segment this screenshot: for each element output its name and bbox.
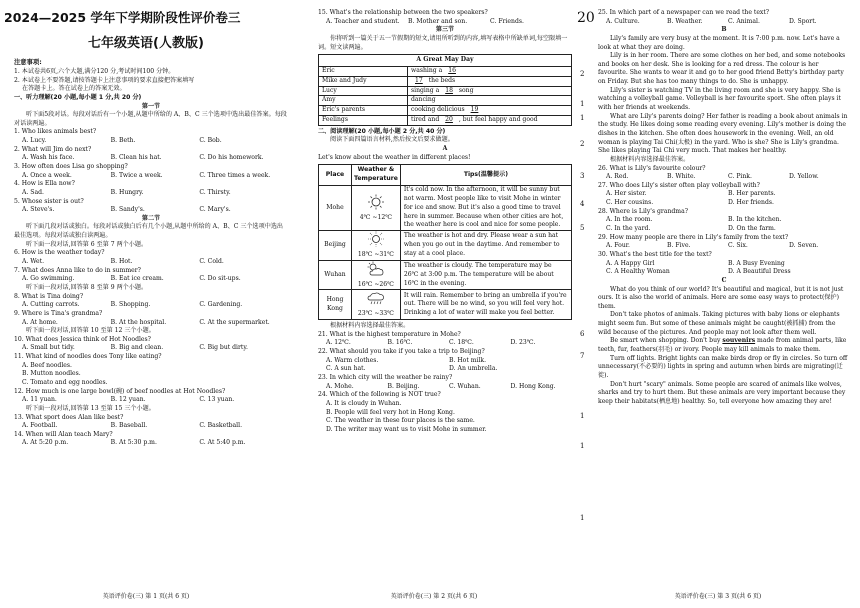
- answer-option: A. It is cloudy in Wuhan.: [326, 399, 402, 407]
- weather-box: [355, 194, 397, 223]
- option-row: [14, 362, 288, 371]
- answer-option: C. Six.: [728, 242, 748, 250]
- answer-option: A. Steve's.: [22, 206, 55, 214]
- answer-option: B. 12 yuan.: [110, 396, 146, 404]
- question-group: [318, 9, 572, 26]
- answer-option: A. Mohe.: [326, 382, 354, 390]
- notes-heading: 注意事项:: [14, 59, 42, 66]
- option-row: [598, 199, 850, 208]
- blank-number: 19: [470, 106, 479, 114]
- margin-mark: 1: [580, 114, 585, 122]
- weather-table: [318, 164, 572, 320]
- option-row: [318, 18, 572, 27]
- answer-option: C. A Healthy Woman: [606, 268, 670, 276]
- table-row: [319, 290, 572, 320]
- option-row: [14, 275, 288, 284]
- section-heading: 二、阅读理解(20 小题,每小题 2 分,共 40 分): [318, 127, 446, 135]
- table-cell: [408, 96, 572, 106]
- answer-option: A. Sad.: [22, 188, 44, 196]
- question-text: 24. Which of the following is NOT true?: [318, 391, 441, 399]
- option-row: [14, 422, 288, 431]
- blank-number: 20: [445, 115, 453, 123]
- cell-text: , but feel happy and good: [456, 115, 538, 123]
- question-text: 10. What does Jessica think of Hot Noodles?: [14, 335, 151, 343]
- tip-cell: It will rain. Remember to bring an umbrella if you're out. There will be no wind, so you will feel very hot. Drinking a lot of water will make you feel better.: [400, 290, 571, 320]
- answer-option: B. Mutton noodles.: [22, 370, 81, 378]
- dialog-note: 听下面一段对话,回答第 10 至第 12 三个小题。: [26, 327, 155, 335]
- part-heading: 第二节: [141, 214, 161, 222]
- passage-label: A: [442, 145, 448, 153]
- answer-option: D. Hong Kong.: [510, 382, 556, 390]
- answer-option: C. Friends.: [490, 17, 524, 25]
- answer-option: C. Mary's.: [199, 206, 231, 214]
- option-row: [14, 172, 288, 181]
- answer-option: B. Five.: [667, 242, 691, 250]
- margin-mark: 6: [580, 330, 585, 338]
- answer-option: C. Wuhan.: [449, 382, 481, 390]
- option-row: [598, 190, 850, 199]
- answer-option: B. Weather.: [667, 17, 703, 25]
- question-group: [14, 249, 288, 284]
- answer-option: C. Three times a week.: [199, 171, 271, 179]
- answer-option: B. Shopping.: [110, 301, 151, 309]
- table-row: [319, 96, 572, 106]
- margin-mark: 3: [580, 172, 585, 180]
- rain-cloud-icon: [365, 290, 387, 310]
- option-row: [598, 216, 850, 225]
- margin-mark: 1: [580, 412, 585, 420]
- tip-cell: The weather is cloudy. The temperature may be 26℃ at 3:00 p.m. The temperature will be about 16℃ in the evening.: [400, 260, 571, 290]
- may-day-table: [318, 54, 572, 126]
- passage-label: B: [721, 26, 727, 34]
- exam-title: 2024—2025 学年下学期阶段性评价卷三: [4, 10, 241, 25]
- question-group: [14, 128, 288, 214]
- instructions: 你将听到一篇关于五一节假期的短文,请用所听到的内容,填写表格中所缺单词,每空限填一词。短文读两遍。: [318, 34, 568, 51]
- blank-number: 17: [415, 76, 423, 84]
- answer-option: B. Sandy's.: [110, 206, 145, 214]
- option-row: [598, 225, 850, 234]
- weather-cell: [352, 186, 401, 231]
- paragraph: Lily's sister is watching TV in the living room and she is very happy. She is watching a volleyball game. Volleyball is her favourite sport. She often plays it with her friends at weekends.: [598, 86, 841, 112]
- option-row: [14, 206, 288, 215]
- answer-option: C. Gardening.: [199, 301, 243, 309]
- answer-option: A. At 5:20 p.m.: [22, 439, 69, 447]
- tip-cell: The weather is hot and dry. Please wear a sun hat when you go out in the daytime. And remember to stay at a cool place.: [400, 231, 571, 261]
- note-item: 在答题卡上。答在试卷上的答案无效。: [22, 85, 126, 93]
- table-cell: [408, 106, 572, 116]
- answer-option: A. At home.: [22, 318, 58, 326]
- temperature: 18℃ ~31℃: [357, 251, 394, 258]
- table-header: Weather & Temperature: [352, 165, 401, 186]
- paragraph: Lily is in her room. There are some clothes on her bed, and some notebooks and books on her desk. She is looking for a red dress. The colour is her favourite. She wants to wear it and go to her good friend Betty's birthday party on Friday. But she has too many things to do. She is unhappy.: [598, 52, 846, 86]
- table-cell: [408, 66, 572, 76]
- question-text: 12. How much is one large bowl(碗) of beef noodles at Hot Noodles?: [14, 387, 226, 395]
- text: Be smart when shopping. Don't buy: [610, 337, 723, 345]
- answer-option: B. Hot.: [110, 258, 133, 266]
- question-text: 30. What's the best title for the text?: [598, 250, 712, 258]
- question-text: 13. What sport does Alan like best?: [14, 413, 124, 421]
- answer-option: C. At 5:40 p.m.: [199, 439, 246, 447]
- passage-b: [598, 35, 850, 156]
- table-header: Place: [319, 165, 352, 186]
- margin-mark: 5: [580, 224, 585, 232]
- weather-box: [355, 290, 397, 319]
- answer-option: A. Lucy.: [22, 137, 47, 145]
- answer-option: D. The writer may want us to visit Mohe in summer.: [326, 425, 487, 433]
- answer-option: D. Yellow.: [789, 173, 819, 181]
- underlined-word: souvenirs: [722, 337, 756, 345]
- question-text: 28. Where is Lily's grandma?: [598, 207, 688, 215]
- question-text: 15. What's the relationship between the two speakers?: [318, 9, 488, 16]
- table-cell: Eric: [319, 66, 408, 76]
- question-text: 25. In which part of a newspaper can we read the text?: [598, 9, 770, 16]
- answer-option: A. Football.: [22, 422, 58, 430]
- answer-option: C. At the supermarket.: [199, 318, 270, 326]
- paragraph: What do you think of our world? It's beautiful and magical, but it is not just ours. It is also the world of animals. Here are some easy ways to protect(保护) them.: [598, 285, 844, 310]
- answer-option: A. Four.: [606, 242, 630, 250]
- place-cell: Wuhan: [319, 260, 352, 290]
- question-group: [598, 165, 850, 277]
- answer-option: D. A Beautiful Dress: [728, 268, 791, 276]
- question-text: 1. Who likes animals best?: [14, 128, 97, 136]
- instructions: 根据材料内容选择最佳答案。: [330, 322, 410, 330]
- answer-option: B. Hungry.: [110, 188, 144, 196]
- cell-text: tired and: [411, 115, 442, 123]
- option-row: [598, 173, 850, 182]
- option-row: [14, 137, 288, 146]
- answer-option: B. White.: [667, 173, 696, 181]
- answer-option: A. Wash his face.: [22, 154, 75, 162]
- temperature: 4℃ ~12℃: [359, 213, 393, 221]
- option-row: [318, 417, 572, 426]
- question-text: 4. How is Ella now?: [14, 180, 75, 188]
- cell-text: song: [456, 86, 474, 94]
- margin-mark: 2: [580, 70, 585, 78]
- page-footer: 英语评价卷(三) 第 3 页(共 6 页): [674, 593, 762, 601]
- option-row: [598, 18, 850, 27]
- answer-option: B. People will feel very hot in Hong Kong.: [326, 408, 455, 416]
- question-text: 3. How often does Lisa go shopping?: [14, 162, 128, 170]
- weather-cell: [352, 290, 401, 320]
- question-text: 21. What is the highest temperature in Mohe?: [318, 330, 461, 338]
- page-2-body: [318, 9, 572, 586]
- answer-option: C. Her cousins.: [606, 199, 654, 207]
- paragraph: Lily's family are very busy at the moment. It is 7:00 p.m. now. Let's have a look at what they are doing.: [598, 34, 840, 51]
- answer-option: C. Do sit-ups.: [199, 275, 241, 283]
- page-footer: 英语评价卷(三) 第 2 页(共 6 页): [390, 593, 478, 601]
- answer-option: C. The weather in these four places is the same.: [326, 417, 475, 425]
- question-text: 5. Whose sister is out?: [14, 197, 84, 205]
- part-heading: 第三节: [435, 26, 455, 34]
- weather-box: [355, 261, 397, 290]
- cell-text: cooking delicious: [411, 106, 467, 114]
- answer-option: A. Teacher and student.: [326, 17, 400, 25]
- answer-option: A. Go swimming.: [22, 275, 75, 283]
- answer-option: C. Bob.: [199, 137, 222, 145]
- blank-number: 18: [445, 86, 453, 94]
- answer-option: B. Baseball.: [110, 422, 148, 430]
- table-header: Tips(温馨提示): [400, 165, 571, 186]
- instructions: 阅读下面四篇语言材料,然后按文后要求做题。: [330, 136, 454, 144]
- answer-option: A. 12℃.: [326, 339, 351, 347]
- option-row: [318, 357, 572, 366]
- option-row: [14, 439, 288, 448]
- answer-option: B. Mother and son.: [408, 17, 468, 25]
- table-row: [319, 231, 572, 261]
- answer-option: B. Clean his hat.: [110, 154, 162, 162]
- margin-mark: 2: [580, 140, 585, 148]
- margin-mark: 1: [580, 514, 585, 522]
- question-text: 8. What is Tina doing?: [14, 292, 84, 300]
- page-1-body: [0, 59, 292, 448]
- answer-option: C. Do his homework.: [199, 154, 264, 162]
- option-row: [14, 301, 288, 310]
- answer-option: A. Beef noodles.: [22, 361, 72, 369]
- question-text: 6. How is the weather today?: [14, 249, 105, 257]
- answer-option: B. 16℃.: [387, 339, 413, 347]
- answer-option: B. Eat ice cream.: [110, 275, 164, 283]
- answer-option: D. Sport.: [789, 17, 817, 25]
- answer-option: A. Wet.: [22, 258, 45, 266]
- passage-label: C: [721, 276, 727, 284]
- table-cell: [408, 86, 572, 96]
- paragraph: Don't take photos of animals. Taking pictures with baby lions or elephants might seem fun. But some of these animals might be caught(被抓捕) from the wild because of the pictures. And people may not look after them well.: [598, 311, 840, 336]
- answer-option: A. Small but tidy.: [22, 344, 75, 352]
- answer-option: C. 18℃.: [449, 339, 474, 347]
- page-3-top: [598, 9, 850, 406]
- answer-option: D. On the farm.: [728, 225, 776, 233]
- answer-option: C. Pink.: [728, 173, 752, 181]
- dialog-note: 听下面一段对话,回答第 8 至第 9 两个小题。: [26, 283, 148, 291]
- page-marker: 20: [577, 10, 595, 26]
- answer-option: B. At the hospital.: [110, 318, 167, 326]
- answer-option: D. Her friends.: [728, 199, 774, 207]
- margin-mark: 1: [580, 442, 585, 450]
- question-text: 23. In which city will the weather be rainy?: [318, 373, 453, 381]
- option-row: [14, 379, 288, 388]
- paragraph: Turn off lights. Bright lights can make birds drop or fly in circles. So turn off unnecessary(不必要的) lights in spring and autumn when birds are migrating(迁徙).: [598, 354, 848, 379]
- answer-option: C. Cold.: [199, 258, 224, 266]
- section-heading: 一、听力理解(20 小题,每小题 1 分,共 20 分): [14, 93, 142, 101]
- table-row: [319, 115, 572, 125]
- page-2: [292, 0, 576, 608]
- answer-option: C. Animal.: [728, 17, 760, 25]
- dialog-note: 听下面一段对话,回答第 6 至第 7 两个小题。: [26, 240, 148, 248]
- question-text: 27. Who does Lily's sister often play volleyball with?: [598, 181, 760, 189]
- answer-option: A. Culture.: [606, 17, 640, 25]
- part-heading: 第一节: [141, 102, 161, 110]
- question-text: 7. What does Anna like to do in summer?: [14, 266, 141, 274]
- answer-option: B. Beth.: [110, 137, 136, 145]
- table-row: [319, 66, 572, 76]
- option-row: [14, 258, 288, 267]
- option-row: [318, 383, 572, 392]
- weather-cell: [352, 260, 401, 290]
- option-row: [598, 242, 850, 251]
- table-row: [319, 260, 572, 290]
- question-text: 14. When will Alan teach Mary?: [14, 430, 113, 438]
- page-3: [576, 0, 860, 608]
- answer-option: A. Red.: [606, 173, 629, 181]
- option-row: [318, 426, 572, 435]
- option-row: [318, 365, 572, 374]
- table-cell: Lucy: [319, 86, 408, 96]
- answer-option: B. Her parents.: [728, 190, 776, 198]
- option-row: [14, 370, 288, 379]
- option-row: [14, 189, 288, 198]
- answer-option: D. Seven.: [789, 242, 819, 250]
- table-cell: [408, 115, 572, 125]
- answer-option: C. Basketball.: [199, 422, 243, 430]
- table-cell: Mike and Judy: [319, 76, 408, 86]
- question-text: 2. What will Jim do next?: [14, 145, 92, 153]
- answer-option: A. Her sister.: [606, 190, 647, 198]
- table-cell: Eric's parents: [319, 106, 408, 116]
- paragraph: Don't hurt "scary" animals. Some people are scared of animals like wolves, sharks and try to hurt them. But these animals are very important because they keep their habitats(栖息地) healthy. So, tell everyone how amazing they are!: [598, 380, 846, 405]
- sun-icon: [365, 194, 387, 214]
- answer-option: C. Tomato and egg noodles.: [22, 379, 108, 386]
- answer-option: D. An umbrella.: [449, 365, 498, 373]
- cloud-sun-icon: [365, 261, 387, 281]
- temperature: 16℃ ~26℃: [357, 280, 394, 288]
- question-group: [14, 293, 288, 328]
- paragraph: [598, 337, 850, 354]
- answer-option: B. At 5:30 p.m.: [110, 439, 157, 447]
- answer-option: C. A sun hat.: [326, 365, 366, 373]
- option-row: [14, 344, 288, 353]
- margin-mark: 7: [580, 352, 585, 360]
- weather-box: [355, 231, 397, 260]
- paragraph: What are Lily's parents doing? Her father is reading a book about animals in the study. He likes doing some reading every evening. Lily's mother is doing the dishes in the kitchen. She often does housework in the evening. Well, an old woman is playing Tai Chi(太极) in the yard. Who is she? She is Lily's grandma. She likes playing Tai Chi very much. That makes her healthy.: [598, 112, 848, 155]
- instructions: 听下面几段对话或独白。每段对话或独白后有几个小题,从题中所给的 A、B、C 三个选项中选出最佳选项。每段对话或独白读两遍。: [14, 223, 284, 240]
- blank-number: 16: [448, 66, 456, 74]
- option-row: [598, 260, 850, 269]
- text: made from animal parts, like teeth, fur, feathers(羽毛) or ivory. People may kill animals to make them.: [598, 337, 847, 353]
- exam-subtitle: 七年级英语(人教版): [88, 36, 204, 51]
- dialog-note: 听下面一段对话,回答第 13 至第 15 三个小题。: [26, 404, 155, 412]
- weather-cell: [352, 231, 401, 261]
- option-row: [318, 339, 572, 348]
- question-text: 9. Where is Tina's grandma?: [14, 309, 103, 317]
- question-text: 26. What is Lily's favourite colour?: [598, 164, 706, 172]
- page-footer: 英语评价卷(三) 第 1 页(共 6 页): [102, 593, 190, 601]
- answer-option: A. Warm clothes.: [326, 356, 379, 364]
- instructions: 根据材料内容选择最佳答案。: [610, 155, 690, 163]
- answer-option: A. 11 yuan.: [22, 396, 57, 404]
- place-cell: Hong Kong: [319, 290, 352, 320]
- table-row: [319, 86, 572, 96]
- option-row: [318, 409, 572, 418]
- passage-c: [598, 286, 850, 407]
- table-cell: Amy: [319, 96, 408, 106]
- answer-option: B. Hot milk.: [449, 356, 487, 364]
- cell-text: washing a: [411, 66, 445, 74]
- option-row: [14, 396, 288, 405]
- answer-option: B. A Busy Evening: [728, 259, 785, 267]
- table-caption: A Great May Day: [318, 54, 572, 66]
- answer-option: A. Once a week.: [22, 171, 72, 179]
- answer-option: B. Big and clean.: [110, 344, 164, 352]
- answer-option: B. In the kitchen.: [728, 216, 782, 224]
- margin-mark: 4: [580, 200, 585, 208]
- answer-option: A. Cutting carrots.: [22, 301, 80, 309]
- margin-mark: 1: [580, 100, 585, 108]
- table-row: [319, 186, 572, 231]
- temperature: 23℃ ~33℃: [357, 310, 394, 318]
- answer-option: B. Twice a week.: [110, 171, 163, 179]
- passage-intro: Let's know about the weather in different places!: [318, 153, 471, 161]
- question-group: [598, 9, 850, 26]
- question-group: [318, 331, 572, 435]
- note-item: 2. 本试卷上不要答题,请按答题卡上注意事项的要求直接把答案填写: [14, 76, 195, 84]
- question-group: [14, 336, 288, 405]
- answer-option: A. A Happy Girl: [606, 259, 655, 267]
- answer-option: C. Thirsty.: [199, 188, 231, 196]
- answer-option: D. 23℃.: [510, 339, 536, 347]
- cell-text: dancing: [411, 96, 436, 104]
- question-text: 29. How many people are there in Lily's family from the text?: [598, 233, 789, 241]
- option-row: [318, 400, 572, 409]
- hot-sun-icon: [365, 231, 387, 251]
- table-cell: Feelings: [319, 115, 408, 125]
- page-1: [0, 0, 292, 608]
- table-cell: [408, 76, 572, 86]
- answer-option: A. In the room.: [606, 216, 653, 224]
- question-group: [14, 414, 288, 449]
- option-row: [14, 319, 288, 328]
- option-row: [598, 268, 850, 277]
- cell-text: singing a: [411, 86, 442, 94]
- place-cell: Beijing: [319, 231, 352, 261]
- answer-option: C. 13 yuan.: [199, 396, 235, 404]
- question-text: 11. What kind of noodles does Tony like eating?: [14, 353, 162, 361]
- note-item: 1. 本试卷共6页,六个大题,满分120 分,考试时间100 分钟。: [14, 67, 175, 75]
- table-row: [319, 106, 572, 116]
- place-cell: Mohe: [319, 186, 352, 231]
- tip-cell: It's cold now. In the afternoon, it will be sunny but not warm. Most people like to visit Mohe in winter for ice and snow. But it's also a good time to travel here in summer. Because when other cities are hot, the weather here is cool and nice for some people.: [400, 186, 571, 231]
- question-text: 22. What should you take if you take a trip to Beijing?: [318, 348, 485, 356]
- answer-option: C. Big but dirty.: [199, 344, 248, 352]
- answer-option: C. In the yard.: [606, 225, 651, 233]
- answer-option: B. Beijing.: [387, 382, 420, 390]
- instructions: 听下面5段对话。每段对话后有一个小题,从题中所给的 A、B、C 三个选项中选出最佳答案。每段对话读两遍。: [14, 111, 287, 127]
- option-row: [14, 154, 288, 163]
- table-row: [319, 76, 572, 86]
- cell-text: the beds: [426, 76, 456, 84]
